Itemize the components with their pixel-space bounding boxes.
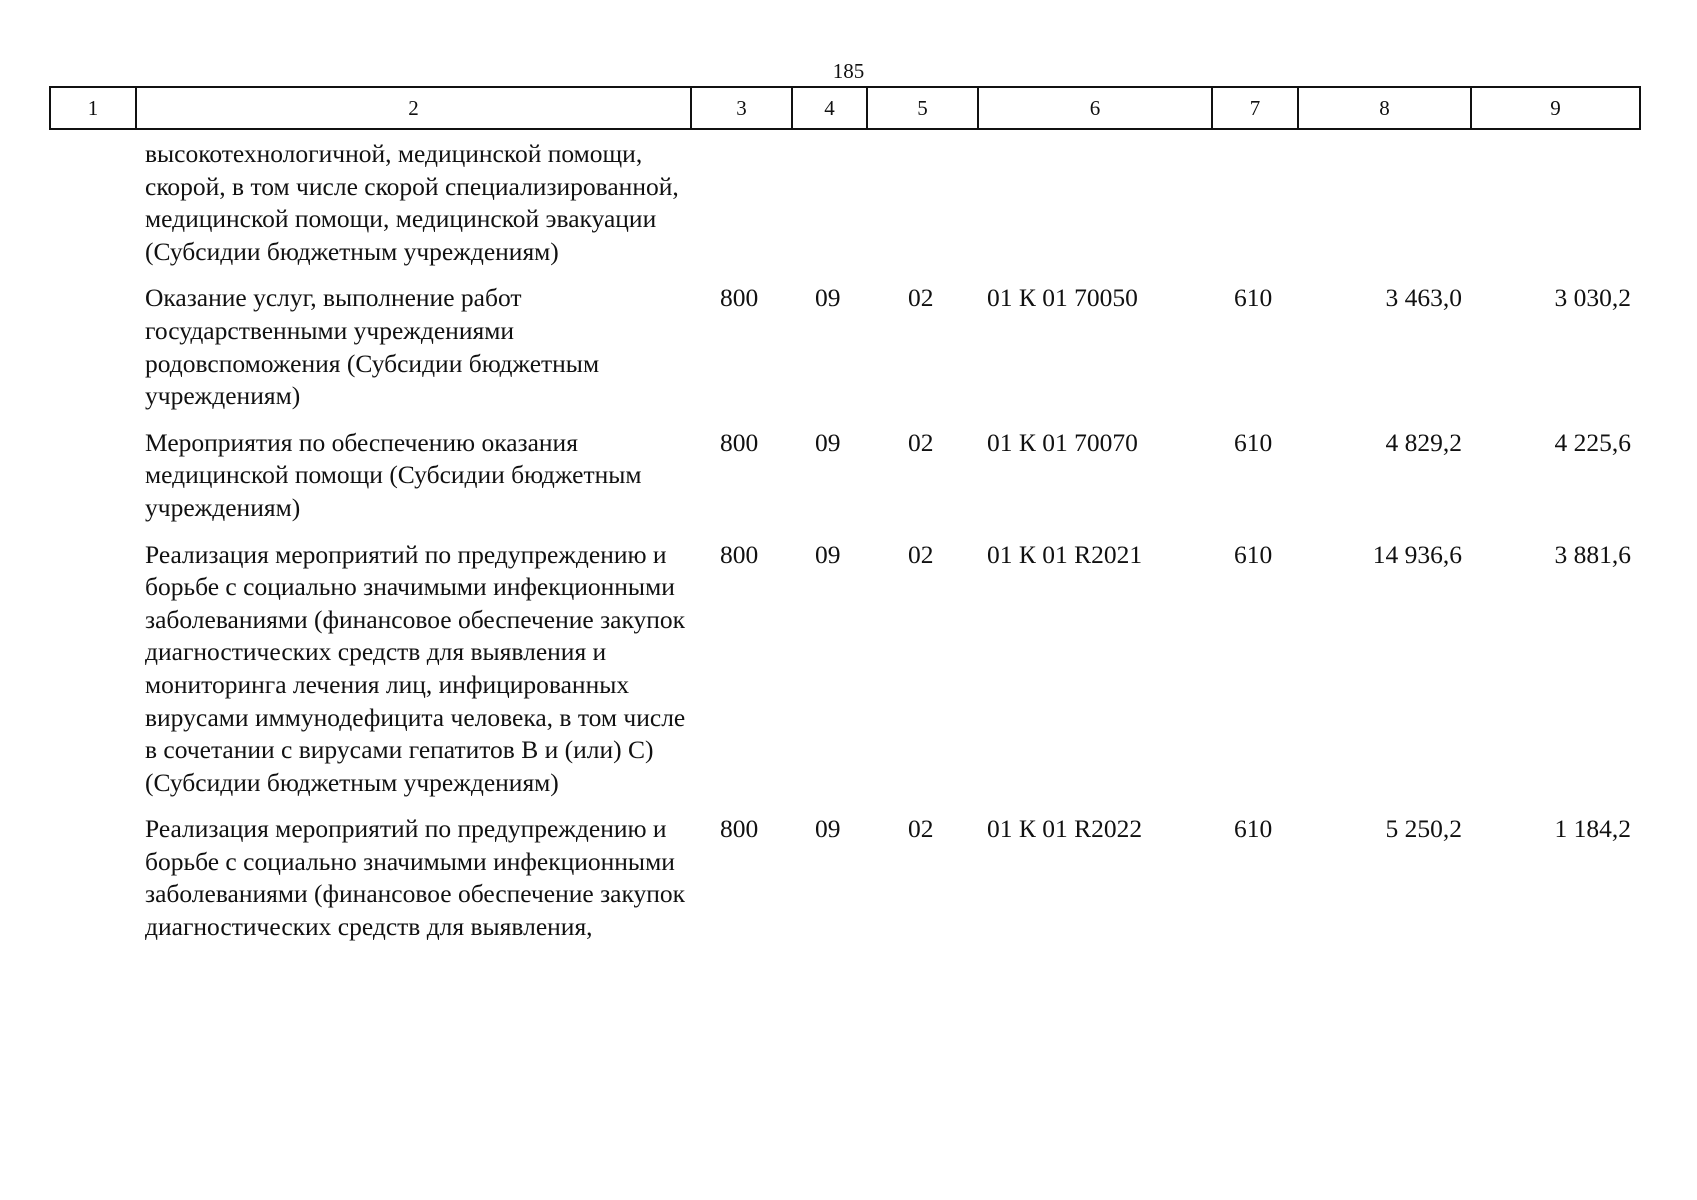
row-description: высокотехнологичной, медицинской помощи, скорой, в том числе скорой специализированной, медицинской помощи, медицинской эвакуации (Субсидии бюджетным учреждениям)	[145, 139, 679, 266]
cell-col8: 14 936,6	[1372, 539, 1462, 569]
cell-col1	[50, 539, 136, 814]
cell-col3: 800	[720, 283, 759, 313]
cell-col3	[691, 129, 792, 282]
cell-col4: 09	[815, 427, 841, 457]
cell-col5: 02	[908, 427, 934, 457]
budget-table	[49, 86, 1641, 958]
column-header-5: 5	[867, 87, 978, 129]
column-number-header-row	[50, 87, 1640, 129]
cell-col8: 4 829,2	[1385, 427, 1462, 457]
cell-col8: 5 250,2	[1385, 814, 1462, 844]
cell-col9: 4 225,6	[1554, 427, 1631, 457]
cell-col3: 800	[720, 427, 759, 457]
column-header-3: 3	[691, 87, 792, 129]
cell-col3: 800	[720, 814, 759, 844]
cell-col7: 610	[1234, 427, 1273, 457]
cell-col9	[1471, 129, 1640, 282]
table-row	[50, 813, 1640, 957]
cell-col5	[867, 129, 978, 282]
column-header-8: 8	[1298, 87, 1471, 129]
cell-col1	[50, 282, 136, 426]
cell-col3: 800	[720, 539, 759, 569]
cell-col9: 3 030,2	[1554, 283, 1631, 313]
cell-col6: 01 К 01 70070	[987, 427, 1138, 457]
page-number: 185	[832, 59, 865, 83]
cell-col6: 01 К 01 70050	[987, 283, 1138, 313]
cell-col9: 3 881,6	[1554, 539, 1631, 569]
cell-col5: 02	[908, 283, 934, 313]
column-header-2: 2	[136, 87, 691, 129]
cell-col6	[978, 129, 1212, 282]
column-header-7: 7	[1212, 87, 1298, 129]
cell-col6: 01 К 01 R2021	[987, 539, 1143, 569]
cell-col4	[792, 129, 867, 282]
cell-col4: 09	[815, 283, 841, 313]
table-row	[50, 282, 1640, 426]
row-description: Оказание услуг, выполнение работ государственными учреждениями родовспоможения (Субсидии бюджетным учреждениям)	[145, 283, 600, 411]
row-description: Реализация мероприятий по предупреждению и борьбе с социально значимыми инфекционными заболеваниями (финансовое обеспечение закупок диагностических средств для выявления,	[145, 814, 686, 942]
cell-col1	[50, 129, 136, 282]
table-row	[50, 539, 1640, 814]
cell-col4: 09	[815, 539, 841, 569]
cell-col1	[50, 813, 136, 957]
column-header-4: 4	[792, 87, 867, 129]
column-header-1: 1	[50, 87, 136, 129]
table-row	[50, 427, 1640, 539]
cell-col6: 01 К 01 R2022	[987, 814, 1143, 844]
cell-col7: 610	[1234, 814, 1273, 844]
cell-col1	[50, 427, 136, 539]
cell-col5: 02	[908, 539, 934, 569]
row-description: Реализация мероприятий по предупреждению и борьбе с социально значимыми инфекционными заболеваниями (финансовое обеспечение закупок диагностических средств для выявления и мониторинга лечения лиц, инфицированных вирусами иммунодефицита человека, в том числе в сочетании с вирусами гепатитов В и (или) С) (Субсидии бюджетным учреждениям)	[145, 539, 686, 797]
cell-col7	[1212, 129, 1298, 282]
row-description: Мероприятия по обеспечению оказания медицинской помощи (Субсидии бюджетным учреждениям)	[145, 427, 642, 522]
cell-col4: 09	[815, 814, 841, 844]
cell-col8	[1298, 129, 1471, 282]
table-row	[50, 129, 1640, 282]
column-header-6: 6	[978, 87, 1212, 129]
cell-col8: 3 463,0	[1385, 283, 1462, 313]
cell-col9: 1 184,2	[1554, 814, 1631, 844]
column-header-9: 9	[1471, 87, 1640, 129]
cell-col5: 02	[908, 814, 934, 844]
cell-col7: 610	[1234, 283, 1273, 313]
cell-col7: 610	[1234, 539, 1273, 569]
